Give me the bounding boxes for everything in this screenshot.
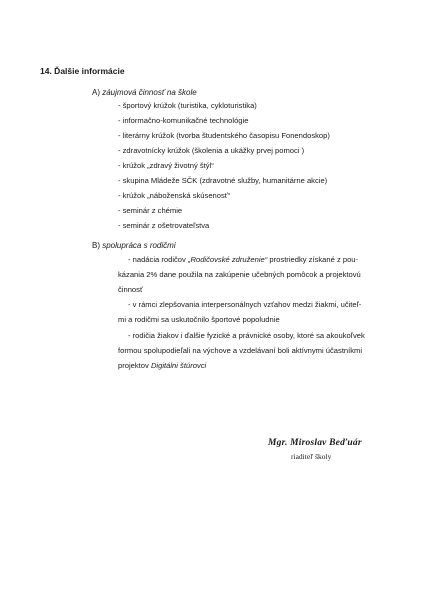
section-heading: 14. Ďalšie informácie	[40, 66, 125, 76]
section-b-label	[92, 241, 176, 250]
section-a-title: záujmová činnosť na škole	[102, 88, 197, 97]
text-run-italic: „Rodičovské združenie“	[187, 255, 268, 264]
section-b-title: spolupráca s rodičmi	[102, 241, 176, 250]
section-b-letter: B)	[92, 241, 100, 250]
paragraph-line	[128, 255, 358, 264]
paragraph-line: formou spolupodieľali na výchove a vzdelávaní boli aktívnymi účastníkmi	[118, 346, 363, 355]
section-a-letter: A)	[92, 88, 100, 97]
list-item: - športový krúžok (turistika, cykloturistika)	[118, 101, 257, 110]
paragraph-line: kázania 2% dane použila na zakúpenie učebných pomôcok a projektovú	[118, 270, 361, 279]
text-run-italic: Digitálni štúrovci	[150, 361, 207, 370]
list-item: - skupina Mládeže SČK (zdravotné služby, humanitárne akcie)	[118, 176, 328, 185]
text-run: - nadácia rodičov	[128, 255, 188, 264]
list-item: - seminár z ošetrovateľstva	[118, 221, 210, 230]
list-item: - literárny krúžok (tvorba študentského časopisu Fonendoskop)	[118, 131, 330, 140]
list-item: - seminár z chémie	[118, 206, 183, 215]
text-run: projektov	[118, 361, 151, 370]
list-item: - krúžok „zdravý životný štýl“	[118, 161, 214, 170]
paragraph-line	[118, 361, 206, 370]
paragraph-line: mi a rodičmi sa uskutočnilo športové popoludnie	[118, 315, 280, 324]
list-item: - zdravotnícky krúžok (školenia a ukážky prvej pomoci )	[118, 146, 305, 155]
list-item: - informačno-komunikačné technológie	[118, 116, 249, 125]
paragraph-line: činnosť	[118, 285, 143, 294]
text-run: prostriedky získané z pou-	[267, 255, 359, 264]
signature-role: riaditeľ školy	[291, 452, 332, 461]
paragraph-line: - v rámci zlepšovania interpersonálnych vzťahov medzi žiakmi, učiteľ-	[128, 300, 362, 309]
paragraph-line: - rodičia žiakov i ďalšie fyzické a právnické osoby, ktoré sa akoukoľvek	[128, 331, 365, 340]
section-a-label	[92, 88, 197, 97]
signature-name: Mgr. Miroslav Beďuár	[268, 438, 362, 448]
list-item: - krúžok „náboženská skúsenosť“	[118, 191, 231, 200]
